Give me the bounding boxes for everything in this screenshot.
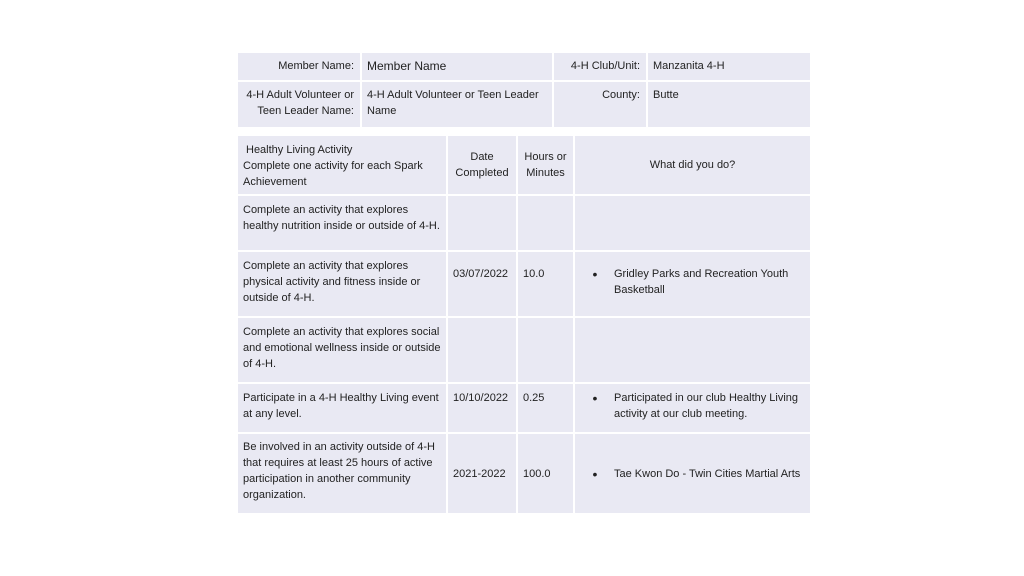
activity-description: Complete an activity that explores social and emotional wellness inside or outside of 4-H. xyxy=(237,317,447,383)
date-completed-field[interactable]: 10/10/2022 xyxy=(447,383,517,433)
what-did-you-do-text: Gridley Parks and Recreation Youth Basketball xyxy=(614,268,789,296)
what-did-you-do-field[interactable] xyxy=(574,195,811,251)
hours-field[interactable]: 10.0 xyxy=(517,251,574,317)
activity-description: Complete an activity that explores healthy nutrition inside or outside of 4-H. xyxy=(237,195,447,251)
member-name-label: Member Name: xyxy=(237,52,361,81)
activity-header-title: Healthy Living Activity xyxy=(246,144,353,156)
activity-description: Be involved in an activity outside of 4-H that requires at least 25 hours of active participation in another community organization. xyxy=(237,433,447,514)
volunteer-name-field[interactable]: 4-H Adult Volunteer or Teen Leader Name xyxy=(361,81,553,128)
date-completed-field[interactable]: 2021-2022 xyxy=(447,433,517,514)
what-did-you-do-text: Participated in our club Healthy Living activity at our club meeting. xyxy=(614,392,799,420)
what-did-you-do-field[interactable] xyxy=(574,317,811,383)
what-did-you-do-text: Tae Kwon Do - Twin Cities Martial Arts xyxy=(614,467,801,480)
activity-row xyxy=(237,195,811,251)
activity-table-header xyxy=(237,135,811,195)
hours-column-header: Hours or Minutes xyxy=(517,135,574,195)
activity-row xyxy=(237,251,811,317)
activity-description: Complete an activity that explores physical activity and fitness inside or outside of 4-H. xyxy=(237,251,447,317)
activity-column-header xyxy=(237,135,447,195)
bullet-item xyxy=(580,466,805,482)
what-did-you-do-field[interactable] xyxy=(574,251,811,317)
date-completed-field[interactable]: 03/07/2022 xyxy=(447,251,517,317)
volunteer-name-label: 4-H Adult Volunteer or Teen Leader Name: xyxy=(237,81,361,128)
what-did-you-do-field[interactable] xyxy=(574,433,811,514)
activity-row xyxy=(237,383,811,433)
activity-row xyxy=(237,317,811,383)
club-unit-field[interactable]: Manzanita 4-H xyxy=(647,52,811,81)
bullet-item xyxy=(580,390,805,422)
healthy-living-record-sheet xyxy=(236,51,810,515)
hours-field[interactable]: 0.25 xyxy=(517,383,574,433)
bullet-icon: • xyxy=(592,266,598,282)
county-label: County: xyxy=(553,81,647,128)
member-info-table xyxy=(236,51,812,129)
bullet-icon: • xyxy=(592,465,598,482)
date-column-header: Date Completed xyxy=(447,135,517,195)
club-unit-label: 4-H Club/Unit: xyxy=(553,52,647,81)
activity-description: Participate in a 4-H Healthy Living event at any level. xyxy=(237,383,447,433)
member-name-field[interactable]: Member Name xyxy=(361,52,553,81)
activity-table xyxy=(236,134,812,515)
bullet-icon: • xyxy=(592,390,598,406)
county-field[interactable]: Butte xyxy=(647,81,811,128)
activity-row xyxy=(237,433,811,514)
date-completed-field[interactable] xyxy=(447,317,517,383)
hours-field[interactable]: 100.0 xyxy=(517,433,574,514)
what-column-header: What did you do? xyxy=(574,135,811,195)
date-completed-field[interactable] xyxy=(447,195,517,251)
bullet-item xyxy=(580,266,805,298)
what-did-you-do-field[interactable] xyxy=(574,383,811,433)
hours-field[interactable] xyxy=(517,317,574,383)
member-info-row-2 xyxy=(237,81,811,128)
member-info-row-1 xyxy=(237,52,811,81)
activity-header-subtitle: Complete one activity for each Spark Achievement xyxy=(243,160,423,188)
hours-field[interactable] xyxy=(517,195,574,251)
